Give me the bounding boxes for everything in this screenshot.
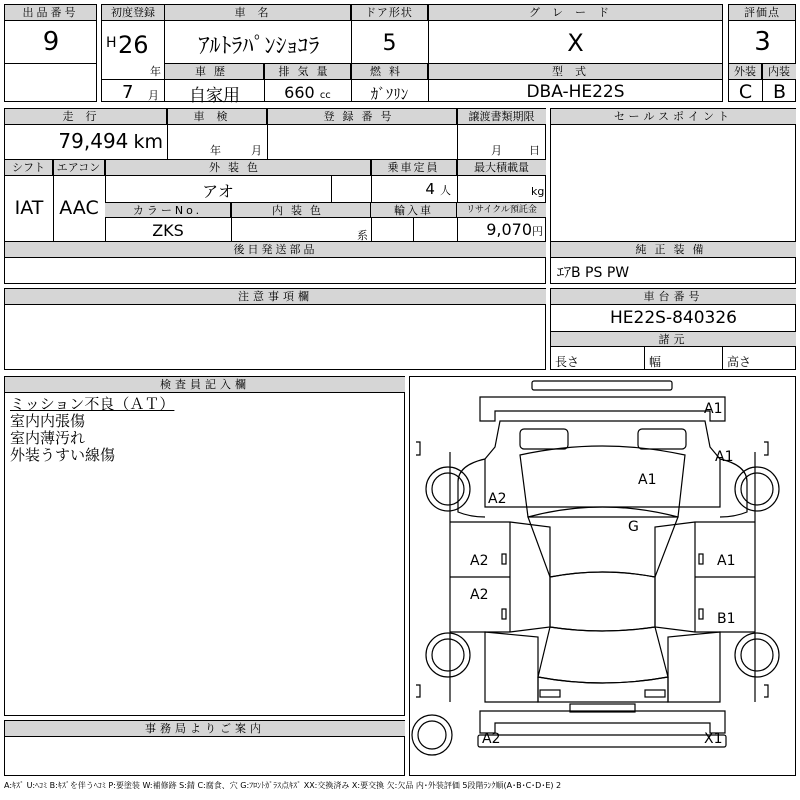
chassis-label: 車台番号 bbox=[551, 289, 796, 305]
inspection-label: 車検 bbox=[167, 109, 267, 125]
score-value: 3 bbox=[754, 27, 771, 57]
sales-point-box bbox=[550, 108, 796, 284]
max-load-label: 最大積載量 bbox=[457, 160, 546, 176]
import-car-label: 輸入車 bbox=[371, 203, 457, 218]
r2-d1 bbox=[53, 160, 54, 241]
sales-point-label: セールスポイント bbox=[551, 109, 796, 125]
capacity-label: 乗車定員 bbox=[371, 160, 457, 176]
interior-color-label: 内装色 bbox=[231, 203, 371, 218]
r1-d1 bbox=[167, 109, 168, 159]
inspector-note: ミッション不良（ＡＴ） bbox=[10, 395, 175, 413]
damage-diagram bbox=[409, 376, 796, 776]
mileage-value bbox=[5, 129, 167, 159]
inspector-notes bbox=[10, 396, 174, 464]
later-parts-label: 後日発送部品 bbox=[5, 242, 546, 258]
mark-hood: A1 bbox=[638, 472, 657, 488]
int-grade-value: B bbox=[772, 81, 787, 103]
capacity-unit: 人 bbox=[440, 184, 451, 197]
r1-d3 bbox=[457, 109, 458, 159]
fuel-value: ｶﾞｿﾘﾝ bbox=[370, 85, 409, 103]
row2-divider-2 bbox=[351, 64, 352, 102]
grade-value: X bbox=[567, 29, 584, 57]
shift-label: シフト bbox=[5, 160, 53, 176]
vehicle-detail-box bbox=[4, 108, 546, 284]
reg-month: 7 bbox=[122, 82, 134, 103]
ext-grade-value: C bbox=[738, 81, 753, 103]
color-no-label: カラーNo. bbox=[105, 203, 231, 218]
max-load-unit: kg bbox=[531, 185, 545, 198]
score-grade-divider bbox=[762, 64, 763, 102]
recycle-value bbox=[457, 220, 546, 239]
car-outline bbox=[410, 377, 795, 775]
row2-divider-1 bbox=[264, 64, 265, 102]
transfer-month-unit: 月 bbox=[491, 144, 502, 157]
score-label: 評価点 bbox=[729, 5, 796, 21]
mileage-number: 79,494 bbox=[58, 129, 129, 153]
plate-label: 登録番号 bbox=[267, 109, 457, 125]
capacity-number: 4 bbox=[425, 180, 435, 198]
shift-value: IAT bbox=[14, 197, 44, 219]
mark-rear-left: A2 bbox=[482, 731, 501, 747]
inspector-note: 室内薄汚れ bbox=[10, 429, 86, 447]
reg-era: H bbox=[106, 35, 117, 51]
displacement-label: 排気量 bbox=[264, 64, 351, 80]
score-box bbox=[728, 4, 796, 102]
mark-rear-right: X1 bbox=[704, 731, 723, 747]
r3-d2 bbox=[413, 218, 414, 241]
recycle-number: 9,070 bbox=[486, 220, 532, 239]
row2-divider-3 bbox=[428, 64, 429, 102]
specs-label: 諸元 bbox=[551, 332, 796, 347]
chassis-value: HE22S-840326 bbox=[610, 308, 737, 328]
inspector-note: 外装うすい線傷 bbox=[10, 446, 116, 464]
grade-divider bbox=[351, 5, 352, 63]
lot-divider bbox=[5, 63, 97, 64]
reg-date-label: 初度登録 bbox=[102, 5, 165, 21]
transfer-doc-label: 譲渡書類期限 bbox=[457, 109, 546, 125]
spec-width: 幅 bbox=[649, 355, 662, 369]
grade-divider-2 bbox=[428, 5, 429, 63]
doors-label: ドア形状 bbox=[351, 5, 428, 21]
exterior-color-value: アオ bbox=[202, 182, 234, 201]
model-code-value: DBA-HE22S bbox=[526, 82, 625, 102]
model-code-label: 型式 bbox=[428, 64, 723, 80]
r1-d2 bbox=[267, 109, 268, 159]
transfer-day-unit: 日 bbox=[529, 144, 540, 157]
mark-rear-door-right: B1 bbox=[717, 611, 736, 627]
mileage-unit: km bbox=[133, 131, 163, 153]
inspector-label: 検査員記入欄 bbox=[5, 377, 405, 393]
aircon-value: AAC bbox=[59, 197, 99, 219]
spec-length: 長さ bbox=[555, 355, 580, 369]
ext-grade-label: 外装 bbox=[729, 64, 762, 80]
car-name-value: ｱﾙﾄﾗﾊﾟﾝｼｮｺﾗ bbox=[198, 34, 320, 59]
spec-height: 高さ bbox=[727, 355, 752, 369]
chassis-box bbox=[550, 288, 796, 370]
reg-date-box bbox=[101, 4, 165, 102]
recycle-unit: 円 bbox=[532, 225, 543, 238]
displacement-value bbox=[264, 83, 351, 102]
lot-box bbox=[4, 4, 97, 102]
int-grade-label: 内装 bbox=[762, 64, 796, 80]
mark-front-fender-left: A2 bbox=[488, 491, 507, 507]
caution-label: 注意事項欄 bbox=[5, 289, 546, 305]
inspection-month-unit: 月 bbox=[251, 144, 262, 157]
mileage-label: 走行 bbox=[5, 109, 167, 125]
inspector-note: 室内内張傷 bbox=[10, 412, 86, 430]
reg-month-unit: 月 bbox=[148, 89, 159, 102]
inspector-box bbox=[4, 376, 405, 716]
mark-rear-door-left: A2 bbox=[470, 587, 489, 603]
reg-year: 26 bbox=[118, 31, 149, 59]
spec-d1 bbox=[644, 347, 645, 370]
displacement-unit: cc bbox=[319, 90, 331, 101]
legend: A:ｷｽﾞ U:ﾍｺﾐ B:ｷｽﾞを伴うﾍｺﾐ P:要塗装 W:補修跡 S:錆 C:腐食、穴 G:ﾌﾛﾝﾄｶﾞﾗｽ点ｷｽﾞ XX:交換済み X:要交換 欠:欠品 内･外装評価 5段階ﾗﾝｸ順(A･B･C･D･E) 2 bbox=[4, 781, 562, 790]
history-label: 車歴 bbox=[165, 64, 264, 80]
reg-year-unit: 年 bbox=[150, 65, 161, 78]
aircon-label: エアコン bbox=[53, 160, 105, 176]
reg-divider bbox=[102, 79, 165, 80]
displacement-number: 660 bbox=[284, 83, 315, 102]
genuine-equipment-value: ｴｱB PS PW bbox=[557, 265, 630, 281]
mark-front-door-left: A2 bbox=[470, 553, 489, 569]
interior-color-unit: 系 bbox=[357, 229, 368, 242]
office-label: 事務局よりご案内 bbox=[5, 721, 405, 737]
fuel-label: 燃料 bbox=[351, 64, 428, 80]
exterior-color-label: 外装色 bbox=[105, 160, 371, 176]
r2-d3 bbox=[331, 176, 332, 202]
mark-windshield: G bbox=[628, 519, 639, 535]
r3-d1 bbox=[231, 203, 232, 241]
history-value: 自家用 bbox=[189, 86, 240, 106]
car-name-label: 車名 bbox=[165, 5, 351, 21]
mark-front-right: A1 bbox=[704, 401, 723, 417]
mark-front-door-right: A1 bbox=[717, 553, 736, 569]
spec-d2 bbox=[722, 347, 723, 370]
r2-d4 bbox=[371, 160, 372, 241]
main-header-box bbox=[164, 4, 723, 106]
inspection-year-unit: 年 bbox=[210, 144, 221, 157]
lot-value: 9 bbox=[42, 27, 60, 57]
mark-front-fender-right: A1 bbox=[715, 449, 734, 465]
capacity-value bbox=[371, 179, 457, 198]
genuine-equipment-label: 純正装備 bbox=[551, 242, 796, 258]
lot-label: 出品番号 bbox=[5, 5, 97, 21]
doors-value: 5 bbox=[382, 31, 397, 56]
caution-box bbox=[4, 288, 546, 370]
grade-label: グレード bbox=[428, 5, 723, 21]
recycle-label: リサイクル預託金 bbox=[457, 203, 546, 218]
office-box bbox=[4, 720, 405, 776]
color-no-value: ZKS bbox=[152, 221, 184, 240]
